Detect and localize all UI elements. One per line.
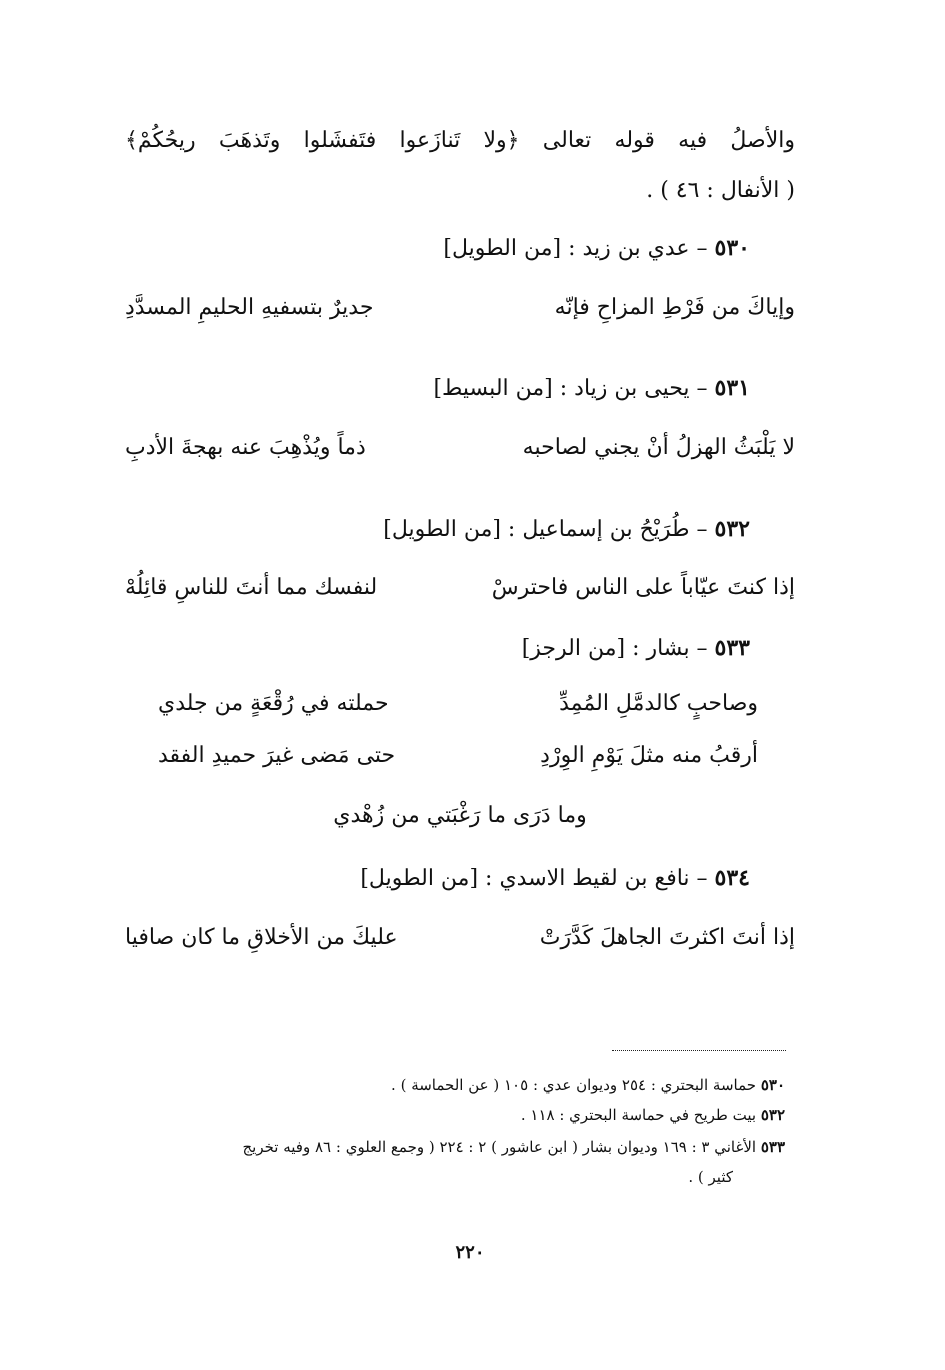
verse-531: [125, 432, 795, 464]
hemistich-second: حملته في رُقْعَةٍ من جلدي: [158, 691, 389, 716]
hemistich-first: إذا كنتَ عيّاباً على الناس فاحترسْ: [491, 575, 795, 600]
verse-534: [125, 922, 795, 954]
footnote-533-continued: [688, 1164, 733, 1190]
footnote-separator: [612, 1050, 786, 1051]
hemistich-second: لنفسك مما أنتَ للناسِ قائِلُهْ: [125, 575, 378, 600]
page-number: ٢٢٠: [455, 1242, 485, 1263]
intro-line-2: ( الأنفال : ٤٦ ) .: [646, 178, 795, 203]
hemistich-first: لا يَلْبَثُ الهزلُ أنْ يجني لصاحبه: [522, 435, 795, 460]
poet-name: – عدي بن زيد : [من الطويل]: [443, 236, 715, 261]
hemistich-second: ذماً ويُذْهِبَ عنه بهجةَ الأدبِ: [125, 435, 366, 460]
entry-heading-532: [383, 513, 750, 546]
entry-number: ٥٣١: [714, 375, 750, 401]
footnote-533: [242, 1134, 785, 1160]
verse-533-1: [158, 688, 758, 720]
hemistich-second: جديرٌ بتسفيهِ الحليمِ المسدَّدِ: [125, 295, 374, 320]
footnote-text: الأغاني ٣ : ١٦٩ وديوان بشار ( ابن عاشور ) ٢ : ٢٢٤ ( وجمع العلوي : ٨٦ وفيه تخريج: [242, 1138, 761, 1156]
verse-533-3: [300, 800, 620, 832]
hemistich-first: أرقبُ منه مثلَ يَوْمِ الوِرْدِ: [540, 743, 758, 768]
footnote-530: [391, 1072, 785, 1098]
poet-name: – بشار : [من الرجز]: [521, 636, 715, 661]
verse-532: [125, 572, 795, 604]
footnote-text: حماسة البحتري : ٢٥٤ وديوان عدي : ١٠٥ ( عن الحماسة ) .: [391, 1076, 761, 1094]
hemistich-second: عليكَ من الأخلاقِ ما كان صافيا: [125, 925, 398, 950]
footnote-number: ٥٣٢: [760, 1106, 785, 1124]
hemistich-first: وصاحبٍ كالدمَّلِ المُمِدِّ: [559, 691, 758, 716]
entry-number: ٥٣٣: [714, 635, 750, 661]
poet-name: – نافع بن لقيط الاسدي : [من الطويل]: [360, 866, 715, 891]
intro-line-1: والأصلُ فيه قوله تعالى ﴿ولا تَنازَعوا فتَفشَلوا وتَذهَبَ ريحُكُمْ﴾: [125, 128, 795, 153]
hemistich-second: حتى مَضى غيرَ حميدِ الفقد: [158, 743, 396, 768]
entry-heading-534: [360, 862, 750, 895]
entry-number: ٥٣٤: [714, 865, 750, 891]
poet-name: – يحيى بن زياد : [من البسيط]: [433, 376, 715, 401]
footnote-number: ٥٣٠: [760, 1076, 785, 1094]
entry-heading-530: [443, 232, 750, 265]
hemistich-first: وإياكَ من فَرْطِ المزاحِ فإنّه: [554, 295, 795, 320]
entry-heading-531: [433, 372, 750, 405]
hemistich-first: إذا أنتَ اكثرتَ الجاهلَ كَدَّرَتْ: [539, 925, 795, 950]
footnote-text: كثير ) .: [688, 1168, 733, 1186]
verse-533-2: [158, 740, 758, 772]
entry-number: ٥٣٢: [714, 516, 750, 542]
poet-name: – طُرَيْحُ بن إسماعيل : [من الطويل]: [383, 517, 715, 542]
verse-single-line: وما دَرَى ما رَغْبَتي من زُهْدي: [333, 803, 587, 828]
entry-heading-533: [522, 632, 750, 665]
footnote-532: [521, 1102, 785, 1128]
footnote-text: بيت طريح في حماسة البحتري : ١١٨ .: [520, 1106, 761, 1124]
entry-number: ٥٣٠: [714, 235, 750, 261]
verse-530: [125, 292, 795, 324]
footnote-number: ٥٣٣: [760, 1138, 785, 1156]
